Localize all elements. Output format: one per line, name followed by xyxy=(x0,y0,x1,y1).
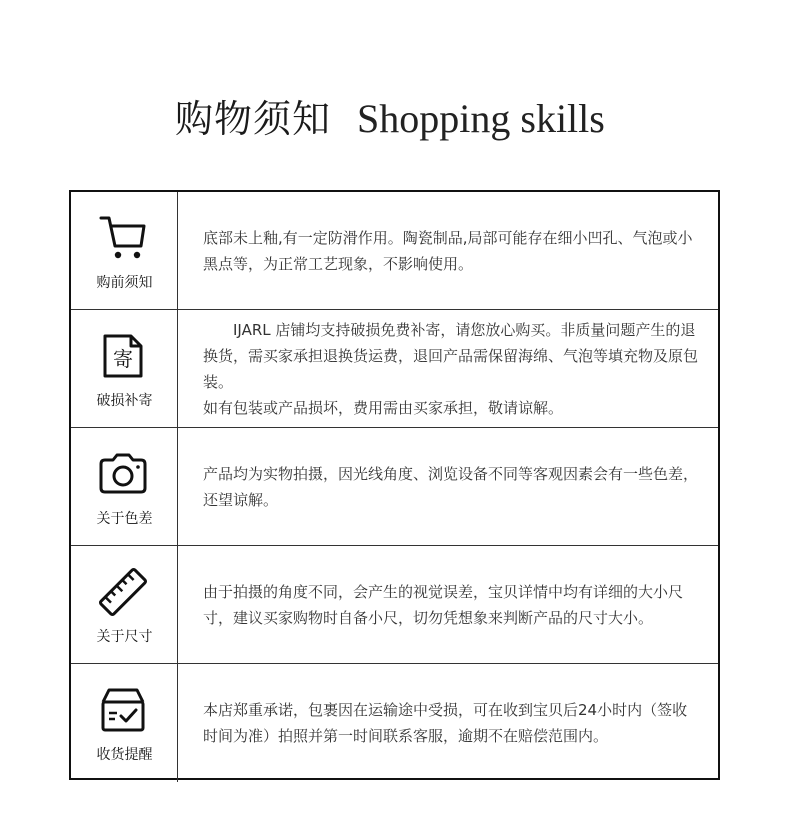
row-text xyxy=(178,546,718,663)
notice-row-before-purchase xyxy=(71,192,718,310)
camera-icon xyxy=(95,446,151,502)
page-title xyxy=(175,88,605,143)
ruler-icon xyxy=(95,564,151,620)
shopping-notice-table xyxy=(69,190,720,780)
mail-ji-char: 寄 xyxy=(113,347,133,371)
notice-row-size xyxy=(71,546,718,664)
row-paragraph: 如有包装或产品损坏，费用需由买家承担，敬请谅解。 xyxy=(203,398,564,417)
row-text xyxy=(178,428,718,545)
row-label: 破损补寄 xyxy=(96,393,153,409)
row-text xyxy=(178,192,718,309)
icon-cell xyxy=(71,192,178,309)
row-paragraph: 底部未上釉,有一定防滑作用。陶瓷制品,局部可能存在细小凹孔、气泡或小黑点等，为正常工艺现象，不影响使用。 xyxy=(203,228,693,273)
icon-cell xyxy=(71,428,178,545)
notice-row-damage-resend xyxy=(71,310,718,428)
package-check-icon xyxy=(95,682,151,738)
mail-ji-icon xyxy=(95,328,151,384)
row-paragraph: 由于拍摄的角度不同，会产生的视觉误差，宝贝详情中均有详细的大小尺寸，建议买家购物时自备小尺，切勿凭想象来判断产品的尺寸大小。 xyxy=(203,582,684,627)
notice-row-receipt xyxy=(71,664,718,782)
row-text xyxy=(178,664,718,782)
title-chinese: 购物须知 xyxy=(175,97,332,141)
row-label: 关于色差 xyxy=(96,511,153,527)
row-paragraph: 本店郑重承诺，包裹因在运输途中受损，可在收到宝贝后24小时内（签收时间为准）拍照并第一时间联系客服，逾期不在赔偿范围内。 xyxy=(203,701,688,745)
title-english: Shopping skills xyxy=(357,96,605,141)
row-label: 关于尺寸 xyxy=(96,629,153,645)
row-paragraph: 产品均为实物拍摄，因光线角度、浏览设备不同等客观因素会有一些色差，还望谅解。 xyxy=(203,464,699,509)
row-label: 购前须知 xyxy=(96,275,153,291)
icon-cell xyxy=(71,664,178,782)
row-text xyxy=(178,310,718,427)
notice-row-color-difference xyxy=(71,428,718,546)
row-paragraph: IJARL 店铺均支持破损免费补寄，请您放心购买。非质量问题产生的退换货，需买家承担退换货运费，退回产品需保留海绵、气泡等填充物及原包装。 xyxy=(203,320,699,391)
cart-icon xyxy=(95,210,151,266)
row-label: 收货提醒 xyxy=(96,747,153,763)
icon-cell xyxy=(71,546,178,663)
icon-cell xyxy=(71,310,178,427)
